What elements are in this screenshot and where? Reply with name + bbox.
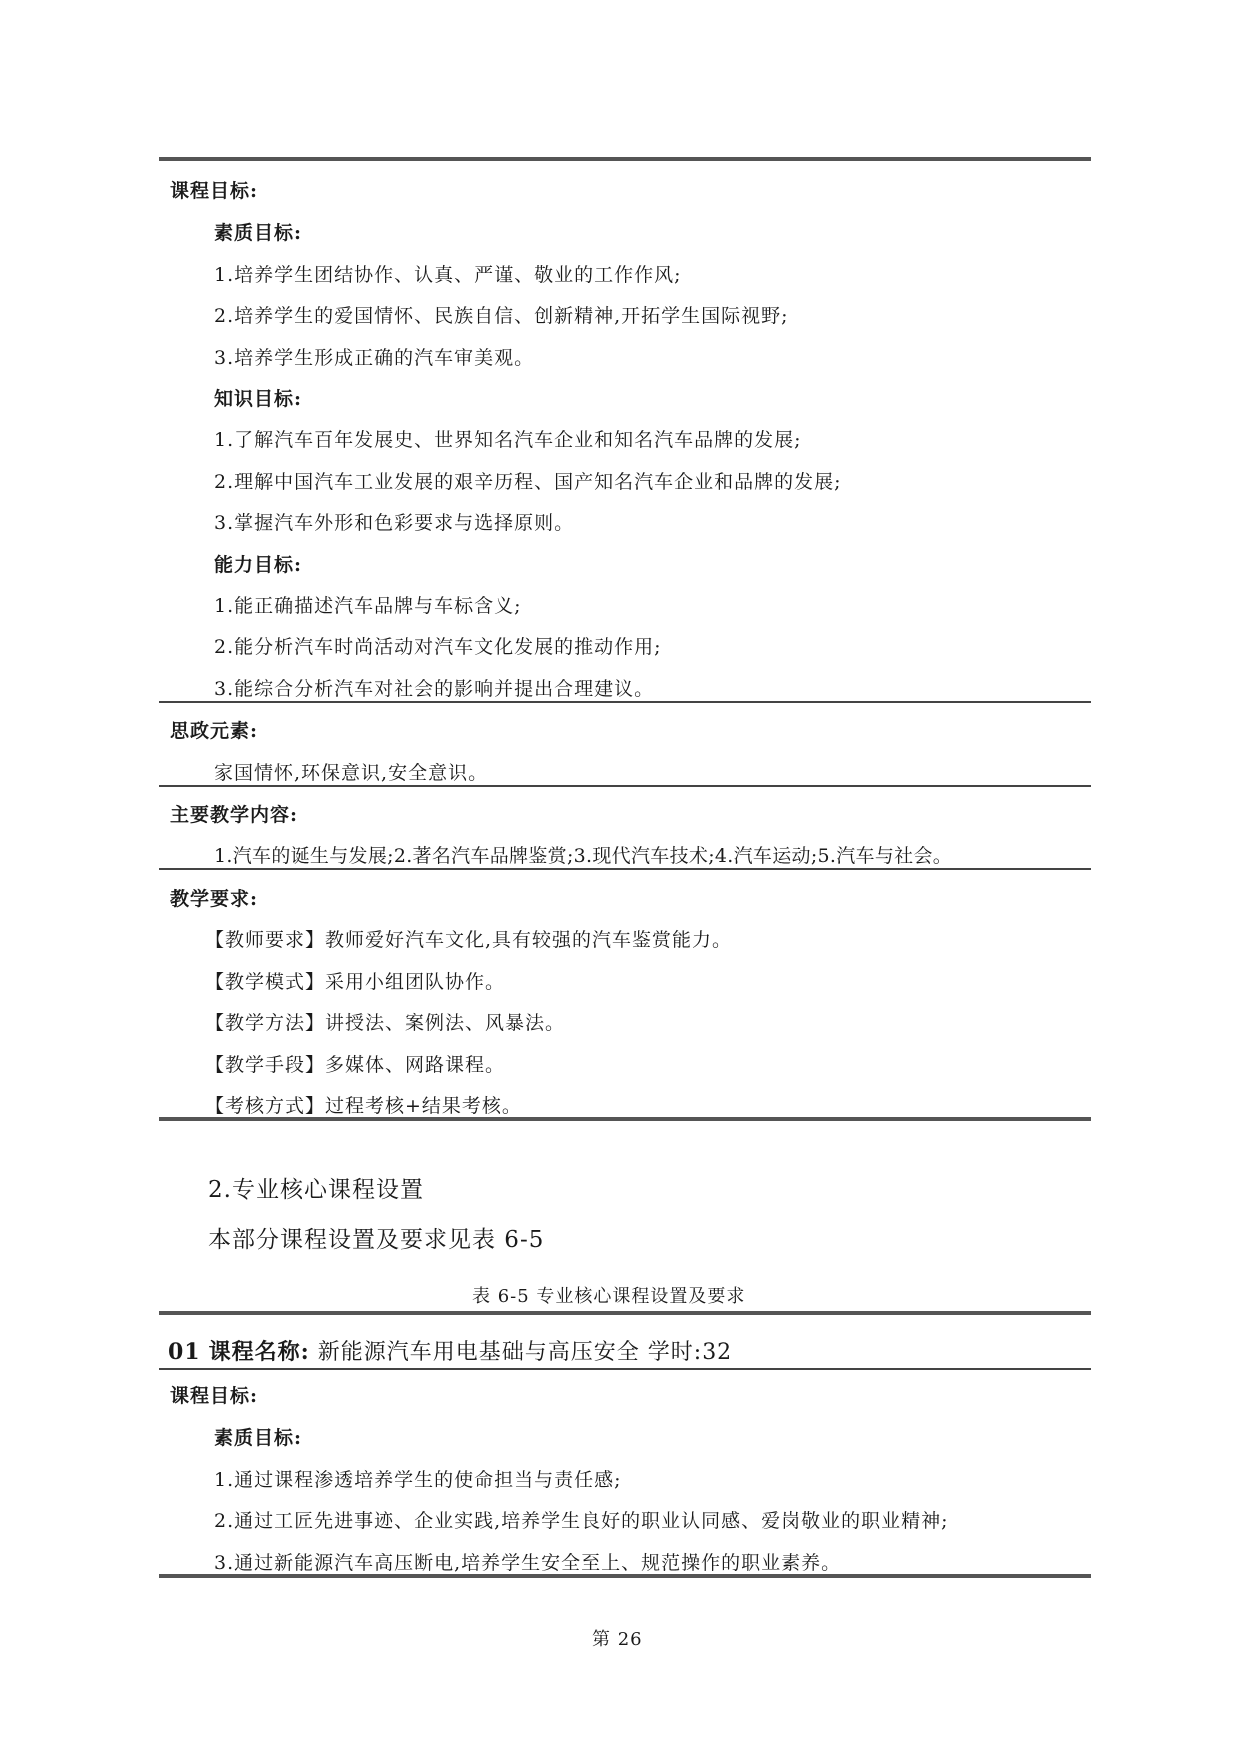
requirement-item: 【教师要求】教师爱好汽车文化,具有较强的汽车鉴赏能力。 bbox=[205, 929, 733, 951]
section-intro: 本部分课程设置及要求见表 6-5 bbox=[208, 1227, 545, 1253]
course-goals-label: 课程目标: bbox=[170, 180, 259, 202]
requirement-item: 【教学手段】多媒体、网路课程。 bbox=[205, 1054, 506, 1076]
quality-goals-label: 素质目标: bbox=[214, 1427, 303, 1449]
quality-item: 3.通过新能源汽车高压断电,培养学生安全至上、规范操作的职业素养。 bbox=[214, 1552, 842, 1574]
page-number: 第 26 bbox=[592, 1629, 643, 1650]
table-bottom-border bbox=[159, 1117, 1091, 1121]
quality-item: 1.培养学生团结协作、认真、严谨、敬业的工作作风; bbox=[214, 264, 682, 286]
requirement-item: 【考核方式】过程考核+结果考核。 bbox=[205, 1095, 522, 1117]
course-hours: 32 bbox=[702, 1340, 733, 1365]
quality-item: 2.培养学生的爱国情怀、民族自信、创新精神,开拓学生国际视野; bbox=[214, 305, 789, 327]
ideology-label: 思政元素: bbox=[170, 720, 259, 742]
course-name: 新能源汽车用电基础与高压安全 bbox=[317, 1340, 640, 1365]
table-bottom-border bbox=[159, 1574, 1091, 1578]
course-number: 01 bbox=[168, 1339, 201, 1365]
knowledge-goals-label: 知识目标: bbox=[214, 388, 303, 410]
content-text: 1.汽车的诞生与发展;2.著名汽车品牌鉴赏;3.现代汽车技术;4.汽车运动;5.汽车与社会。 bbox=[214, 845, 953, 867]
course-name-label: 课程名称: bbox=[208, 1339, 310, 1365]
ability-item: 2.能分析汽车时尚活动对汽车文化发展的推动作用; bbox=[214, 636, 662, 658]
ideology-text: 家国情怀,环保意识,安全意识。 bbox=[214, 762, 489, 784]
ability-goals-label: 能力目标: bbox=[214, 554, 303, 576]
row-divider bbox=[159, 868, 1091, 870]
ability-item: 1.能正确描述汽车品牌与车标含义; bbox=[214, 595, 522, 617]
table-top-border bbox=[159, 1311, 1091, 1315]
course-title-row bbox=[168, 1335, 732, 1366]
course-hours-label: 学时: bbox=[647, 1340, 703, 1365]
knowledge-item: 1.了解汽车百年发展史、世界知名汽车企业和知名汽车品牌的发展; bbox=[214, 429, 802, 451]
content-label: 主要教学内容: bbox=[170, 804, 299, 826]
row-divider bbox=[159, 785, 1091, 787]
section-heading: 2.专业核心课程设置 bbox=[208, 1177, 424, 1203]
row-divider bbox=[159, 701, 1091, 703]
quality-goals-label: 素质目标: bbox=[214, 222, 303, 244]
quality-item: 2.通过工匠先进事迹、企业实践,培养学生良好的职业认同感、爱岗敬业的职业精神; bbox=[214, 1510, 949, 1532]
ability-item: 3.能综合分析汽车对社会的影响并提出合理建议。 bbox=[214, 678, 655, 700]
knowledge-item: 3.掌握汽车外形和色彩要求与选择原则。 bbox=[214, 512, 575, 534]
row-divider bbox=[159, 1368, 1091, 1370]
knowledge-item: 2.理解中国汽车工业发展的艰辛历程、国产知名汽车企业和品牌的发展; bbox=[214, 471, 842, 493]
course-goals-label: 课程目标: bbox=[170, 1385, 259, 1407]
table-caption: 表 6-5 专业核心课程设置及要求 bbox=[472, 1286, 746, 1307]
requirements-label: 教学要求: bbox=[170, 888, 259, 910]
requirement-item: 【教学模式】采用小组团队协作。 bbox=[205, 971, 506, 993]
requirement-item: 【教学方法】讲授法、案例法、风暴法。 bbox=[205, 1012, 566, 1034]
table-top-border bbox=[159, 157, 1091, 161]
quality-item: 1.通过课程渗透培养学生的使命担当与责任感; bbox=[214, 1469, 622, 1491]
quality-item: 3.培养学生形成正确的汽车审美观。 bbox=[214, 347, 535, 369]
